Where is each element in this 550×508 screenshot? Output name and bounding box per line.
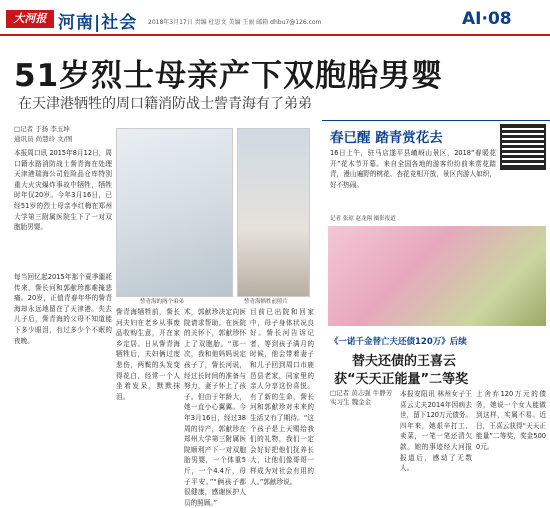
story3-byline: □记者 黄志强 牛静芳 实习生 魏金金 — [330, 389, 393, 406]
story1-column-1b: 每当回忆起2015年那个夏季噩耗传来，訾长河和郭献珍都难掩悲痛。20岁，正值青春年华的訾青海却永远地留在了天津港。失去儿子后，訾青海的父母不知道能下多少眼泪，有过多少个不眠的夜晚。 — [14, 273, 112, 345]
story3-column-2: 上舍弃120万元的债务，她说一个女人能做到这样，实属不易。近日，王喜云获得“天天正能量”二等奖，奖金5000元。 — [476, 390, 546, 451]
peach-blossom-photo — [328, 226, 546, 326]
byline-correspondent: 通讯员 尚慧玲 文/图 — [14, 135, 73, 143]
twin-babies-photo — [116, 128, 233, 297]
header-rule — [0, 34, 550, 36]
story1-column-4: 目前已出院和回家中，母子身体状况良好。訾长河告诉记者，等到孩子满月的时候，他会带着妻子和儿子回到周口市鹿邑县老家，同家里的亲人分享这份喜悦。有了新的生命，訾长河和郭献珍对未来的生活又有了期待。“这个孩子是上天赐给我们的礼物，我们一定会好好把他们抚养长大，让他们像哥哥一样成为对社会有用的人。”郭献珍说。 — [250, 308, 314, 486]
story2-title: 春已醒 踏青赏花去 — [330, 130, 443, 146]
story2-divider — [322, 120, 550, 121]
story1-column-3: 术，郭献珍决定向医院请求帮助。在医院的关怀下，郭献珍怀上了双胞胎。“那一次，我和他妈妈说定孩子了，訾长河说，经过长时间的准备与努力，妻子怀上了孩子。但由于年龄大，她一直小心翼翼。今年3月16日，经过38周的待产，郭献珍在郑州大学第三附属医院顺利产下一对双胞胎男婴，一个体重5斤，一个4.4斤，母子平安。”“俩孩子都很健康，感谢医护人员的照顾。” — [184, 308, 246, 507]
page-meta: 2018年3月17日 责编 杜思文 美编 王丽 邮箱 dhbu7@126.com — [148, 19, 322, 26]
page-number: AI·08 — [462, 9, 512, 29]
story1-column-1: 本报周口讯 2015年8月12日，周口籍水路消防战士訾青海在处理天津港瑞海公司危险品仓库特别重大火灾爆炸事故中牺牲，牺牲时年仅20岁。今年3月16日，已经51岁的烈士母亲李红梅在郑州大学第三附属医院生下了一对双胞胎男婴。 — [14, 149, 112, 232]
story2-body: 16日上午，驻马店遂平县嵖岈山景区，2018“春暖花开”花木节开幕。来自全国各地的游客纷纷前来赏花踏青，漫山遍野的桃花、杏花竞相开放，景区内游人如织，好不热闹。 — [330, 149, 496, 189]
story3-title-line2: 获“天天正能量”二等奖 — [334, 372, 469, 387]
story3-column-1: 本报安阳讯 林州女子王喜云丈夫2014年因病去世，留下120万元债务。四年来，她艰辛打工、卖菜，一笔一笔还清欠款。她的事迹经大河报报道后，感动了无数人。 — [400, 390, 472, 473]
byline-reporters: □记者 于扬 李玉坤 — [14, 125, 70, 133]
story2-credit: 记者 张琼 赵龙翔 摄影报道 — [330, 216, 396, 222]
section-title: 河南|社会 — [58, 13, 138, 33]
story3-title-line1: 替夫还债的王喜云 — [352, 354, 457, 369]
story1-column-2: 訾青海牺牲前，訾长河夫妇在老乡从事废品收购生意，开在家乡定居。日从訾青海牺牲后，夫妇俩过度悲伤，两鬓的头发变得花白，经常一个人坐着发呆，默默抹泪。 — [116, 308, 180, 401]
photo1-caption: 訾青海的两个弟弟 — [140, 299, 185, 305]
newspaper-logo: 大河报 — [6, 10, 54, 28]
main-headline: 51岁烈士母亲产下双胞胎男婴 — [14, 58, 444, 94]
firefighter-photo — [237, 128, 310, 297]
story3-tag: 《一诺千金替亡夫还债120万》后续 — [330, 337, 467, 347]
main-subhead: 在天津港牺牲的周口籍消防战士訾青海有了弟弟 — [18, 96, 312, 112]
photo2-caption: 訾青海牺牲前照片 — [244, 299, 289, 305]
qr-code — [500, 124, 546, 170]
